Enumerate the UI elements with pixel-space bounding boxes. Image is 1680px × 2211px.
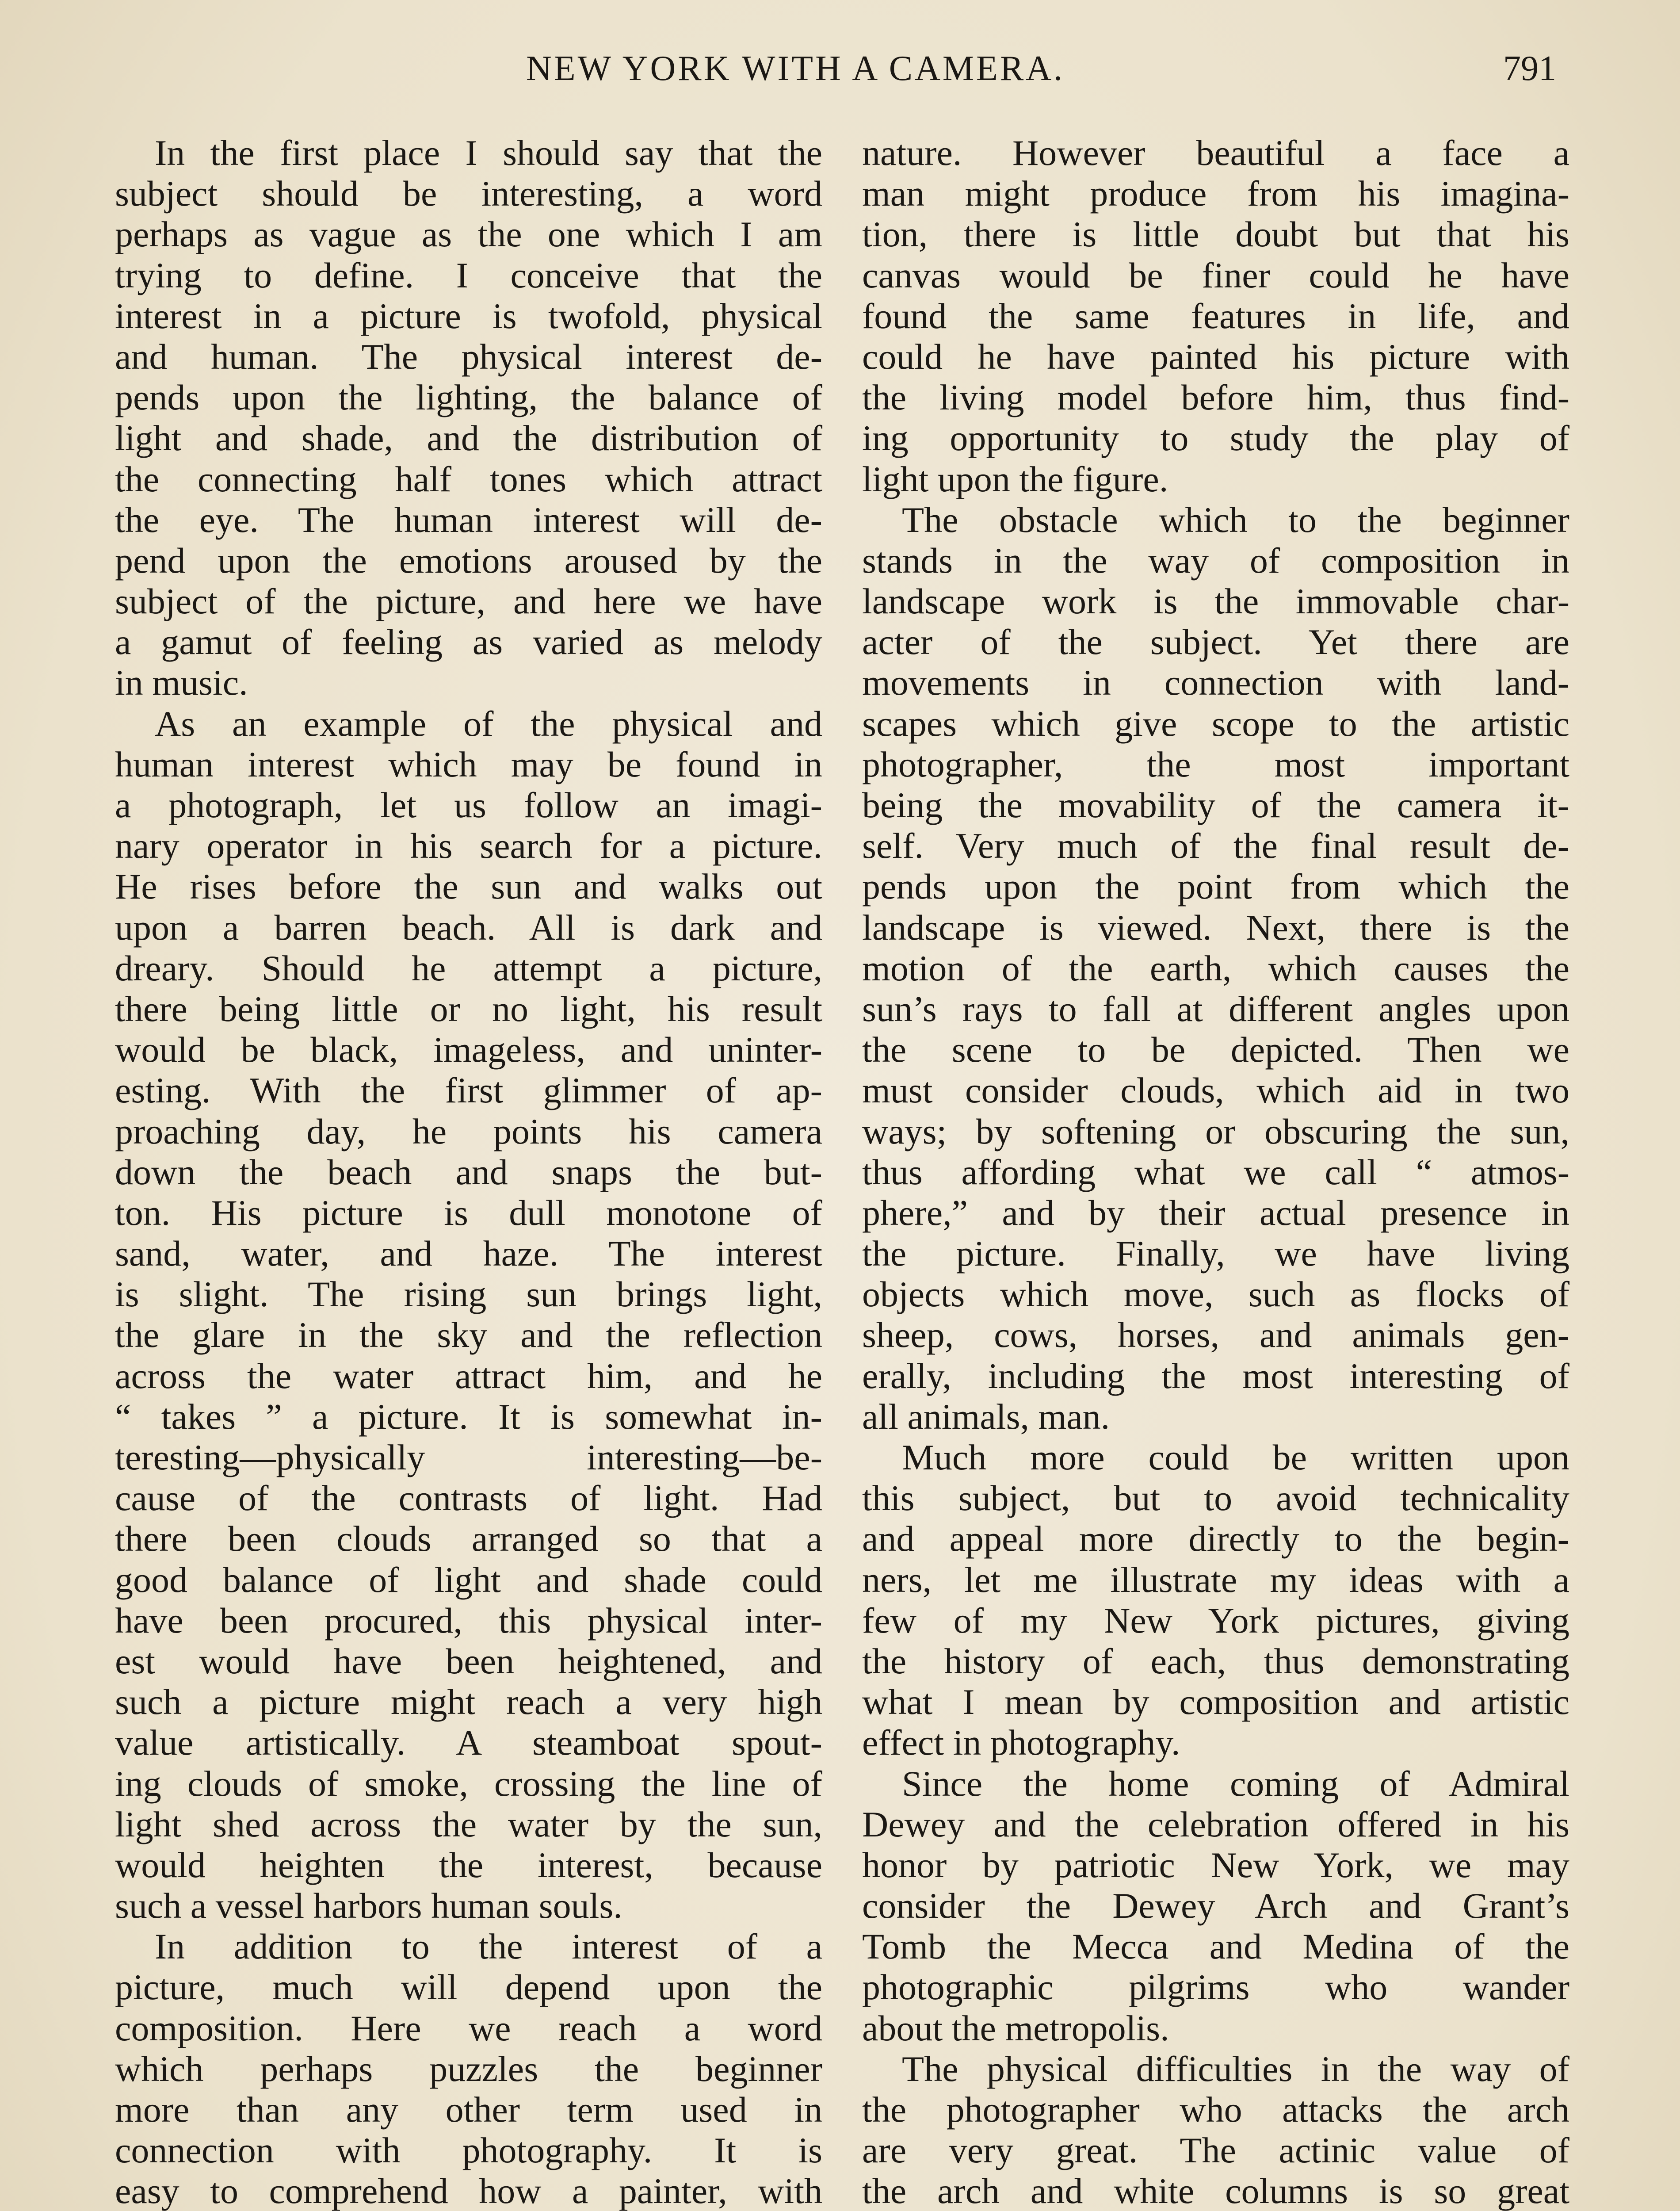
text-line: the eye. The human interest will de- (115, 499, 822, 540)
text-line: all animals, man. (862, 1396, 1110, 1437)
text-line: pend upon the emotions aroused by the (115, 540, 822, 581)
text-line: canvas would be finer could he have (862, 255, 1569, 295)
text-line: nary operator in his search for a picture. (115, 826, 822, 866)
text-line: tion, there is little doubt but that his (862, 214, 1569, 255)
text-line: ways; by softening or obscuring the sun, (862, 1111, 1569, 1151)
text-line: Dewey and the celebration offered in his (862, 1804, 1569, 1844)
text-line: human interest which may be found in (115, 744, 822, 784)
text-line: good balance of light and shade could (115, 1559, 822, 1600)
text-line: landscape is viewed. Next, there is the (862, 907, 1569, 948)
text-line: value artistically. A steamboat spout- (115, 1722, 822, 1763)
right-text-column (862, 133, 1569, 2211)
text-line: such a vessel harbors human souls. (115, 1886, 622, 1926)
text-line: landscape work is the immovable char- (862, 581, 1569, 622)
text-line: about the metropolis. (862, 2008, 1169, 2048)
text-line: ing opportunity to study the play of (862, 418, 1569, 459)
text-line: the photographer who attacks the arch (862, 2089, 1569, 2130)
text-line: movements in connection with land- (862, 662, 1569, 703)
text-line: what I mean by composition and artistic (862, 1682, 1569, 1722)
text-line: upon a barren beach. All is dark and (115, 907, 822, 948)
text-line: would heighten the interest, because (115, 1844, 822, 1885)
text-line: and human. The physical interest de- (115, 336, 822, 377)
text-line: connection with photography. It is (115, 2130, 822, 2171)
text-line: interest in a picture is twofold, physical (115, 295, 822, 336)
text-line: photographer, the most important (862, 744, 1569, 784)
text-line: a gamut of feeling as varied as melody (115, 622, 822, 662)
text-line: nature. However beautiful a face a (862, 133, 1569, 173)
text-line: would be black, imageless, and uninter- (115, 1029, 822, 1070)
text-line: there been clouds arranged so that a (115, 1519, 822, 1559)
text-line: composition. Here we reach a word (115, 2008, 822, 2048)
text-line: The obstacle which to the beginner (902, 499, 1569, 540)
page-number: 791 (1503, 49, 1556, 88)
text-line: being the movability of the camera it- (862, 785, 1569, 825)
text-line: “ takes ” a picture. It is somewhat in- (115, 1396, 822, 1437)
text-line: thus affording what we call “ atmos- (862, 1151, 1569, 1192)
text-line: found the same features in life, and (862, 295, 1569, 336)
text-line: honor by patriotic New York, we may (862, 1844, 1569, 1885)
text-line: esting. With the first glimmer of ap- (115, 1070, 822, 1111)
text-line: pends upon the point from which the (862, 866, 1569, 907)
text-line: In the first place I should say that the (155, 133, 822, 173)
text-line: Since the home coming of Admiral (902, 1763, 1569, 1804)
text-line: there being little or no light, his result (115, 988, 822, 1029)
text-line: subject should be interesting, a word (115, 173, 822, 214)
text-line: light and shade, and the distribution of (115, 418, 822, 459)
text-line: He rises before the sun and walks out (115, 866, 822, 907)
text-line: the connecting half tones which attract (115, 459, 822, 499)
text-line: across the water attract him, and he (115, 1355, 822, 1396)
text-line: Tomb the Mecca and Medina of the (862, 1926, 1569, 1967)
text-line: have been procured, this physical inter- (115, 1600, 822, 1641)
text-line: pends upon the lighting, the balance of (115, 377, 822, 418)
text-line: proaching day, he points his camera (115, 1111, 822, 1151)
text-line: such a picture might reach a very high (115, 1682, 822, 1722)
text-line: erally, including the most interesting of (862, 1355, 1569, 1396)
text-line: which perhaps puzzles the beginner (115, 2048, 822, 2089)
text-line: the arch and white columns is so great (862, 2171, 1569, 2211)
text-line: ners, let me illustrate my ideas with a (862, 1559, 1569, 1600)
text-line: consider the Dewey Arch and Grant’s (862, 1886, 1569, 1926)
text-line: a photograph, let us follow an imagi- (115, 785, 822, 825)
text-line: stands in the way of composition in (862, 540, 1569, 581)
text-line: est would have been heightened, and (115, 1641, 822, 1681)
text-line: light upon the figure. (862, 459, 1168, 499)
text-line: must consider clouds, which aid in two (862, 1070, 1569, 1111)
text-line: subject of the picture, and here we have (115, 581, 822, 622)
text-line: sand, water, and haze. The interest (115, 1233, 822, 1274)
text-line: acter of the subject. Yet there are (862, 622, 1569, 662)
text-line: are very great. The actinic value of (862, 2130, 1569, 2171)
text-line: the scene to be depicted. Then we (862, 1029, 1569, 1070)
text-line: picture, much will depend upon the (115, 1967, 822, 2008)
text-line: dreary. Should he attempt a picture, (115, 948, 822, 988)
text-line: phere,” and by their actual presence in (862, 1192, 1569, 1233)
text-line: Much more could be written upon (902, 1437, 1569, 1477)
text-line: the history of each, thus demonstrating (862, 1641, 1569, 1681)
text-line: The physical difficulties in the way of (902, 2048, 1569, 2089)
text-line: As an example of the physical and (155, 703, 822, 744)
text-line: few of my New York pictures, giving (862, 1600, 1569, 1641)
text-line: sun’s rays to fall at different angles upon (862, 988, 1569, 1029)
text-line: the picture. Finally, we have living (862, 1233, 1569, 1274)
text-line: perhaps as vague as the one which I am (115, 214, 822, 255)
text-line: self. Very much of the final result de- (862, 826, 1569, 866)
text-line: ing clouds of smoke, crossing the line of (115, 1763, 822, 1804)
text-line: light shed across the water by the sun, (115, 1804, 822, 1844)
text-line: cause of the contrasts of light. Had (115, 1478, 822, 1519)
text-line: easy to comprehend how a painter, with (115, 2171, 822, 2211)
text-line: ton. His picture is dull monotone of (115, 1192, 822, 1233)
text-line: more than any other term used in (115, 2089, 822, 2130)
text-line: motion of the earth, which causes the (862, 948, 1569, 988)
text-line: objects which move, such as flocks of (862, 1274, 1569, 1315)
text-line: scapes which give scope to the artistic (862, 703, 1569, 744)
text-line: and appeal more directly to the begin- (862, 1519, 1569, 1559)
text-line: effect in photography. (862, 1722, 1180, 1763)
running-title: NEW YORK WITH A CAMERA. (526, 49, 1065, 88)
text-line: down the beach and snaps the but- (115, 1151, 822, 1192)
left-text-column (115, 133, 822, 2211)
text-line: In addition to the interest of a (155, 1926, 822, 1967)
text-line: photographic pilgrims who wander (862, 1967, 1569, 2008)
text-line: the living model before him, thus find- (862, 377, 1569, 418)
text-line: in music. (115, 662, 248, 703)
text-line: this subject, but to avoid technicality (862, 1478, 1569, 1519)
text-line: teresting—physically interesting—be- (115, 1437, 822, 1477)
text-line: could he have painted his picture with (862, 336, 1569, 377)
text-line: the glare in the sky and the reflection (115, 1315, 822, 1355)
page-header (0, 49, 1680, 97)
text-line: sheep, cows, horses, and animals gen- (862, 1315, 1569, 1355)
text-line: is slight. The rising sun brings light, (115, 1274, 822, 1315)
text-line: man might produce from his imagina- (862, 173, 1569, 214)
text-line: trying to define. I conceive that the (115, 255, 822, 295)
